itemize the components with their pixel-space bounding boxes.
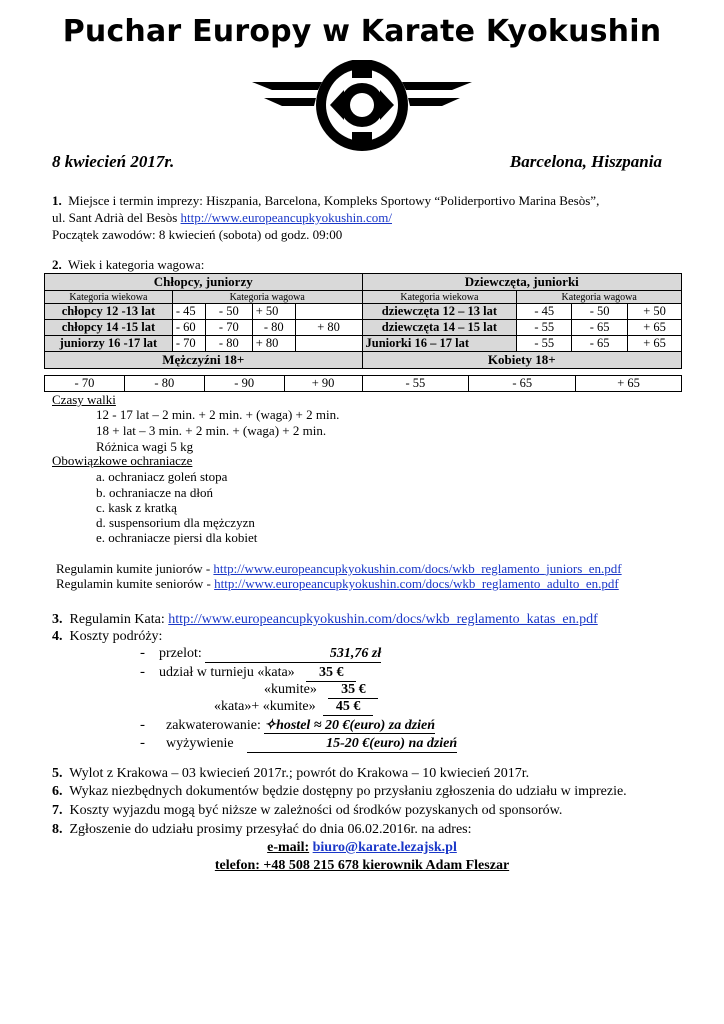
- junior-rules-label: Regulamin kumite juniorów -: [56, 561, 211, 576]
- section-number: 3.: [52, 612, 63, 627]
- junior-rules: [56, 561, 622, 577]
- start-time: Początek zawodów: 8 kwiecień (sobota) od godz. 09:00: [52, 227, 343, 242]
- section-8: [52, 822, 472, 838]
- kumite-fee-value: 35 €: [328, 682, 378, 699]
- age-cell: chłopcy 14 -15 lat: [45, 320, 173, 336]
- section-2: [52, 257, 204, 273]
- weight-cell: - 65: [572, 320, 628, 336]
- section-5-text: Wylot z Krakowa – 03 kwiecień 2017r.; powrót do Krakowa – 10 kwiecień 2017r.: [69, 766, 530, 781]
- kata-rules-link[interactable]: http://www.europeancupkyokushin.com/docs/wkb_reglamento_katas_en.pdf: [168, 612, 598, 627]
- section-number: 4.: [52, 629, 63, 644]
- weight-difference: Różnica wagi 5 kg: [96, 439, 194, 454]
- girls-header: Dziewczęta, juniorki: [362, 274, 682, 291]
- section-3-text: Regulamin Kata:: [69, 612, 165, 627]
- kata-fee-value: 35 €: [306, 665, 356, 682]
- section-1-text: Miejsce i termin imprezy: Hiszpania, Barcelona, Kompleks Sportowy “Poliderportivo Marina Besòs”,: [68, 193, 600, 208]
- age-category-header: Kategoria wiekowa: [45, 291, 173, 304]
- women-header: Kobiety 18+: [362, 352, 682, 369]
- weight-cell: + 50: [628, 304, 682, 320]
- section-number: 2.: [52, 257, 62, 272]
- kanku-logo-icon: [252, 60, 472, 155]
- weight-cell: - 50: [205, 304, 252, 320]
- section-7-text: Koszty wyjazdu mogą być niższe w zależności od środków pozyskanych od sponsorów.: [69, 803, 563, 818]
- weight-cell: - 80: [205, 336, 252, 352]
- weight-category-header: Kategoria wagowa: [172, 291, 362, 304]
- flight-value: 531,76 zł: [205, 646, 381, 663]
- weight-cell: - 45: [517, 304, 572, 320]
- senior-weights-table: [44, 375, 682, 392]
- men-header: Mężczyźni 18+: [45, 352, 363, 369]
- weight-cell: - 55: [517, 336, 572, 352]
- weight-cell: - 70: [205, 320, 252, 336]
- weight-cell: - 55: [517, 320, 572, 336]
- weight-category-header: Kategoria wagowa: [517, 291, 682, 304]
- flight-cost: - przelot: 531,76 zł: [140, 645, 382, 661]
- weight-cell: + 50: [252, 304, 295, 320]
- document-title: Puchar Europy w Karate Kyokushin: [62, 14, 662, 49]
- event-place: Barcelona, Hiszpania: [509, 152, 662, 171]
- kumite-fee: [264, 682, 378, 699]
- participation-label: udział w turnieju «kata»: [159, 665, 295, 680]
- table-row: [45, 320, 682, 336]
- kumite-label: «kumite»: [264, 682, 317, 697]
- weight-cell: - 60: [172, 320, 205, 336]
- weight-cell: + 90: [284, 376, 362, 392]
- weight-cell: - 70: [172, 336, 205, 352]
- section-number: 7.: [52, 803, 63, 818]
- age-cell: Juniorki 16 – 17 lat: [362, 336, 517, 352]
- table-row: [45, 304, 682, 320]
- section-1: [52, 193, 599, 209]
- section-number: 6.: [52, 784, 63, 799]
- section-4: [52, 629, 162, 645]
- both-fee-value: 45 €: [323, 699, 373, 716]
- table-row: [45, 376, 682, 392]
- list-item: d. suspensorium dla mężczyzn: [96, 515, 255, 530]
- weight-cell: - 80: [252, 320, 295, 336]
- address-text: ul. Sant Adrià del Besòs: [52, 210, 178, 225]
- contact-phone: telefon: +48 508 215 678 kierownik Adam Fleszar: [214, 858, 510, 873]
- email-link[interactable]: biuro@karate.lezajsk.pl: [312, 840, 457, 855]
- list-item: b. ochraniacze na dłoń: [96, 485, 213, 500]
- event-website-link[interactable]: http://www.europeancupkyokushin.com/: [180, 210, 392, 225]
- section-2-text: Wiek i kategoria wagowa:: [68, 257, 205, 272]
- both-label: «kata»+ «kumite»: [214, 699, 316, 714]
- junior-rules-link[interactable]: http://www.europeancupkyokushin.com/docs/wkb_reglamento_juniors_en.pdf: [213, 561, 622, 576]
- section-3: [52, 612, 598, 628]
- section-number: 1.: [52, 193, 62, 208]
- kata-fee: - udział w turnieju «kata» 35 €: [140, 664, 356, 682]
- both-fee: [214, 699, 373, 716]
- weight-cell: + 65: [628, 320, 682, 336]
- section-7: [52, 803, 562, 819]
- hotel-cost: - zakwaterowanie: ✧hostel ≈ 20 €(euro) za dzień: [140, 717, 436, 733]
- list-item: c. kask z kratką: [96, 500, 177, 515]
- section-6: [52, 784, 627, 800]
- weight-cell: [295, 304, 362, 320]
- fight-time-line: 12 - 17 lat – 2 min. + 2 min. + (waga) + 2 min.: [96, 407, 340, 422]
- weight-cell: - 55: [362, 376, 469, 392]
- weight-cell: - 80: [124, 376, 204, 392]
- weight-cell: + 80: [252, 336, 295, 352]
- hotel-value: ✧hostel ≈ 20 €(euro) za dzień: [264, 718, 436, 733]
- food-value: 15-20 €(euro) na dzień: [247, 736, 457, 753]
- section-number: 5.: [52, 766, 63, 781]
- section-6-text: Wykaz niezbędnych dokumentów będzie dostępny po przysłaniu zgłoszenia do udziału w imprezie.: [69, 784, 627, 799]
- weight-cell: - 70: [45, 376, 125, 392]
- section-1-line2: [52, 210, 392, 226]
- weight-cell: + 65: [576, 376, 682, 392]
- section-4-text: Koszty podróży:: [69, 629, 163, 644]
- weight-cell: [295, 336, 362, 352]
- list-item: e. ochraniacze piersi dla kobiet: [96, 530, 258, 545]
- fight-times-label: Czasy walki: [52, 392, 116, 407]
- weight-cell: + 65: [628, 336, 682, 352]
- flight-label: przelot:: [159, 646, 202, 661]
- age-cell: chłopcy 12 -13 lat: [45, 304, 173, 320]
- weight-cell: - 65: [572, 336, 628, 352]
- section-number: 8.: [52, 822, 63, 837]
- category-table: [44, 273, 682, 369]
- section-8-text: Zgłoszenie do udziału prosimy przesyłać do dnia 06.02.2016r. na adres:: [69, 822, 472, 837]
- senior-rules-link[interactable]: http://www.europeancupkyokushin.com/docs/wkb_reglamento_adulto_en.pdf: [214, 576, 619, 591]
- weight-cell: - 65: [469, 376, 576, 392]
- senior-rules: [56, 576, 619, 592]
- age-category-header: Kategoria wiekowa: [362, 291, 517, 304]
- section-5: [52, 766, 529, 782]
- food-label: wyżywienie: [166, 736, 234, 751]
- age-cell: juniorzy 16 -17 lat: [45, 336, 173, 352]
- email-label: e-mail:: [267, 840, 310, 855]
- fight-time-line: 18 + lat – 3 min. + 2 min. + (waga) + 2 min.: [96, 423, 327, 438]
- weight-cell: - 50: [572, 304, 628, 320]
- protectors-label: Obowiązkowe ochraniacze: [52, 453, 193, 468]
- senior-rules-label: Regulamin kumite seniorów -: [56, 576, 211, 591]
- weight-cell: + 80: [295, 320, 362, 336]
- weight-cell: - 90: [204, 376, 284, 392]
- food-cost: - wyżywienie 15-20 €(euro) na dzień: [140, 735, 458, 751]
- boys-header: Chłopcy, juniorzy: [45, 274, 363, 291]
- age-cell: dziewczęta 14 – 15 lat: [362, 320, 517, 336]
- hotel-label: zakwaterowanie:: [166, 718, 261, 733]
- weight-cell: - 45: [172, 304, 205, 320]
- list-item: a. ochraniacz goleń stopa: [96, 469, 228, 484]
- table-row: [45, 336, 682, 352]
- contact-email: [0, 840, 724, 856]
- event-date: 8 kwiecień 2017r.: [52, 152, 175, 171]
- age-cell: dziewczęta 12 – 13 lat: [362, 304, 517, 320]
